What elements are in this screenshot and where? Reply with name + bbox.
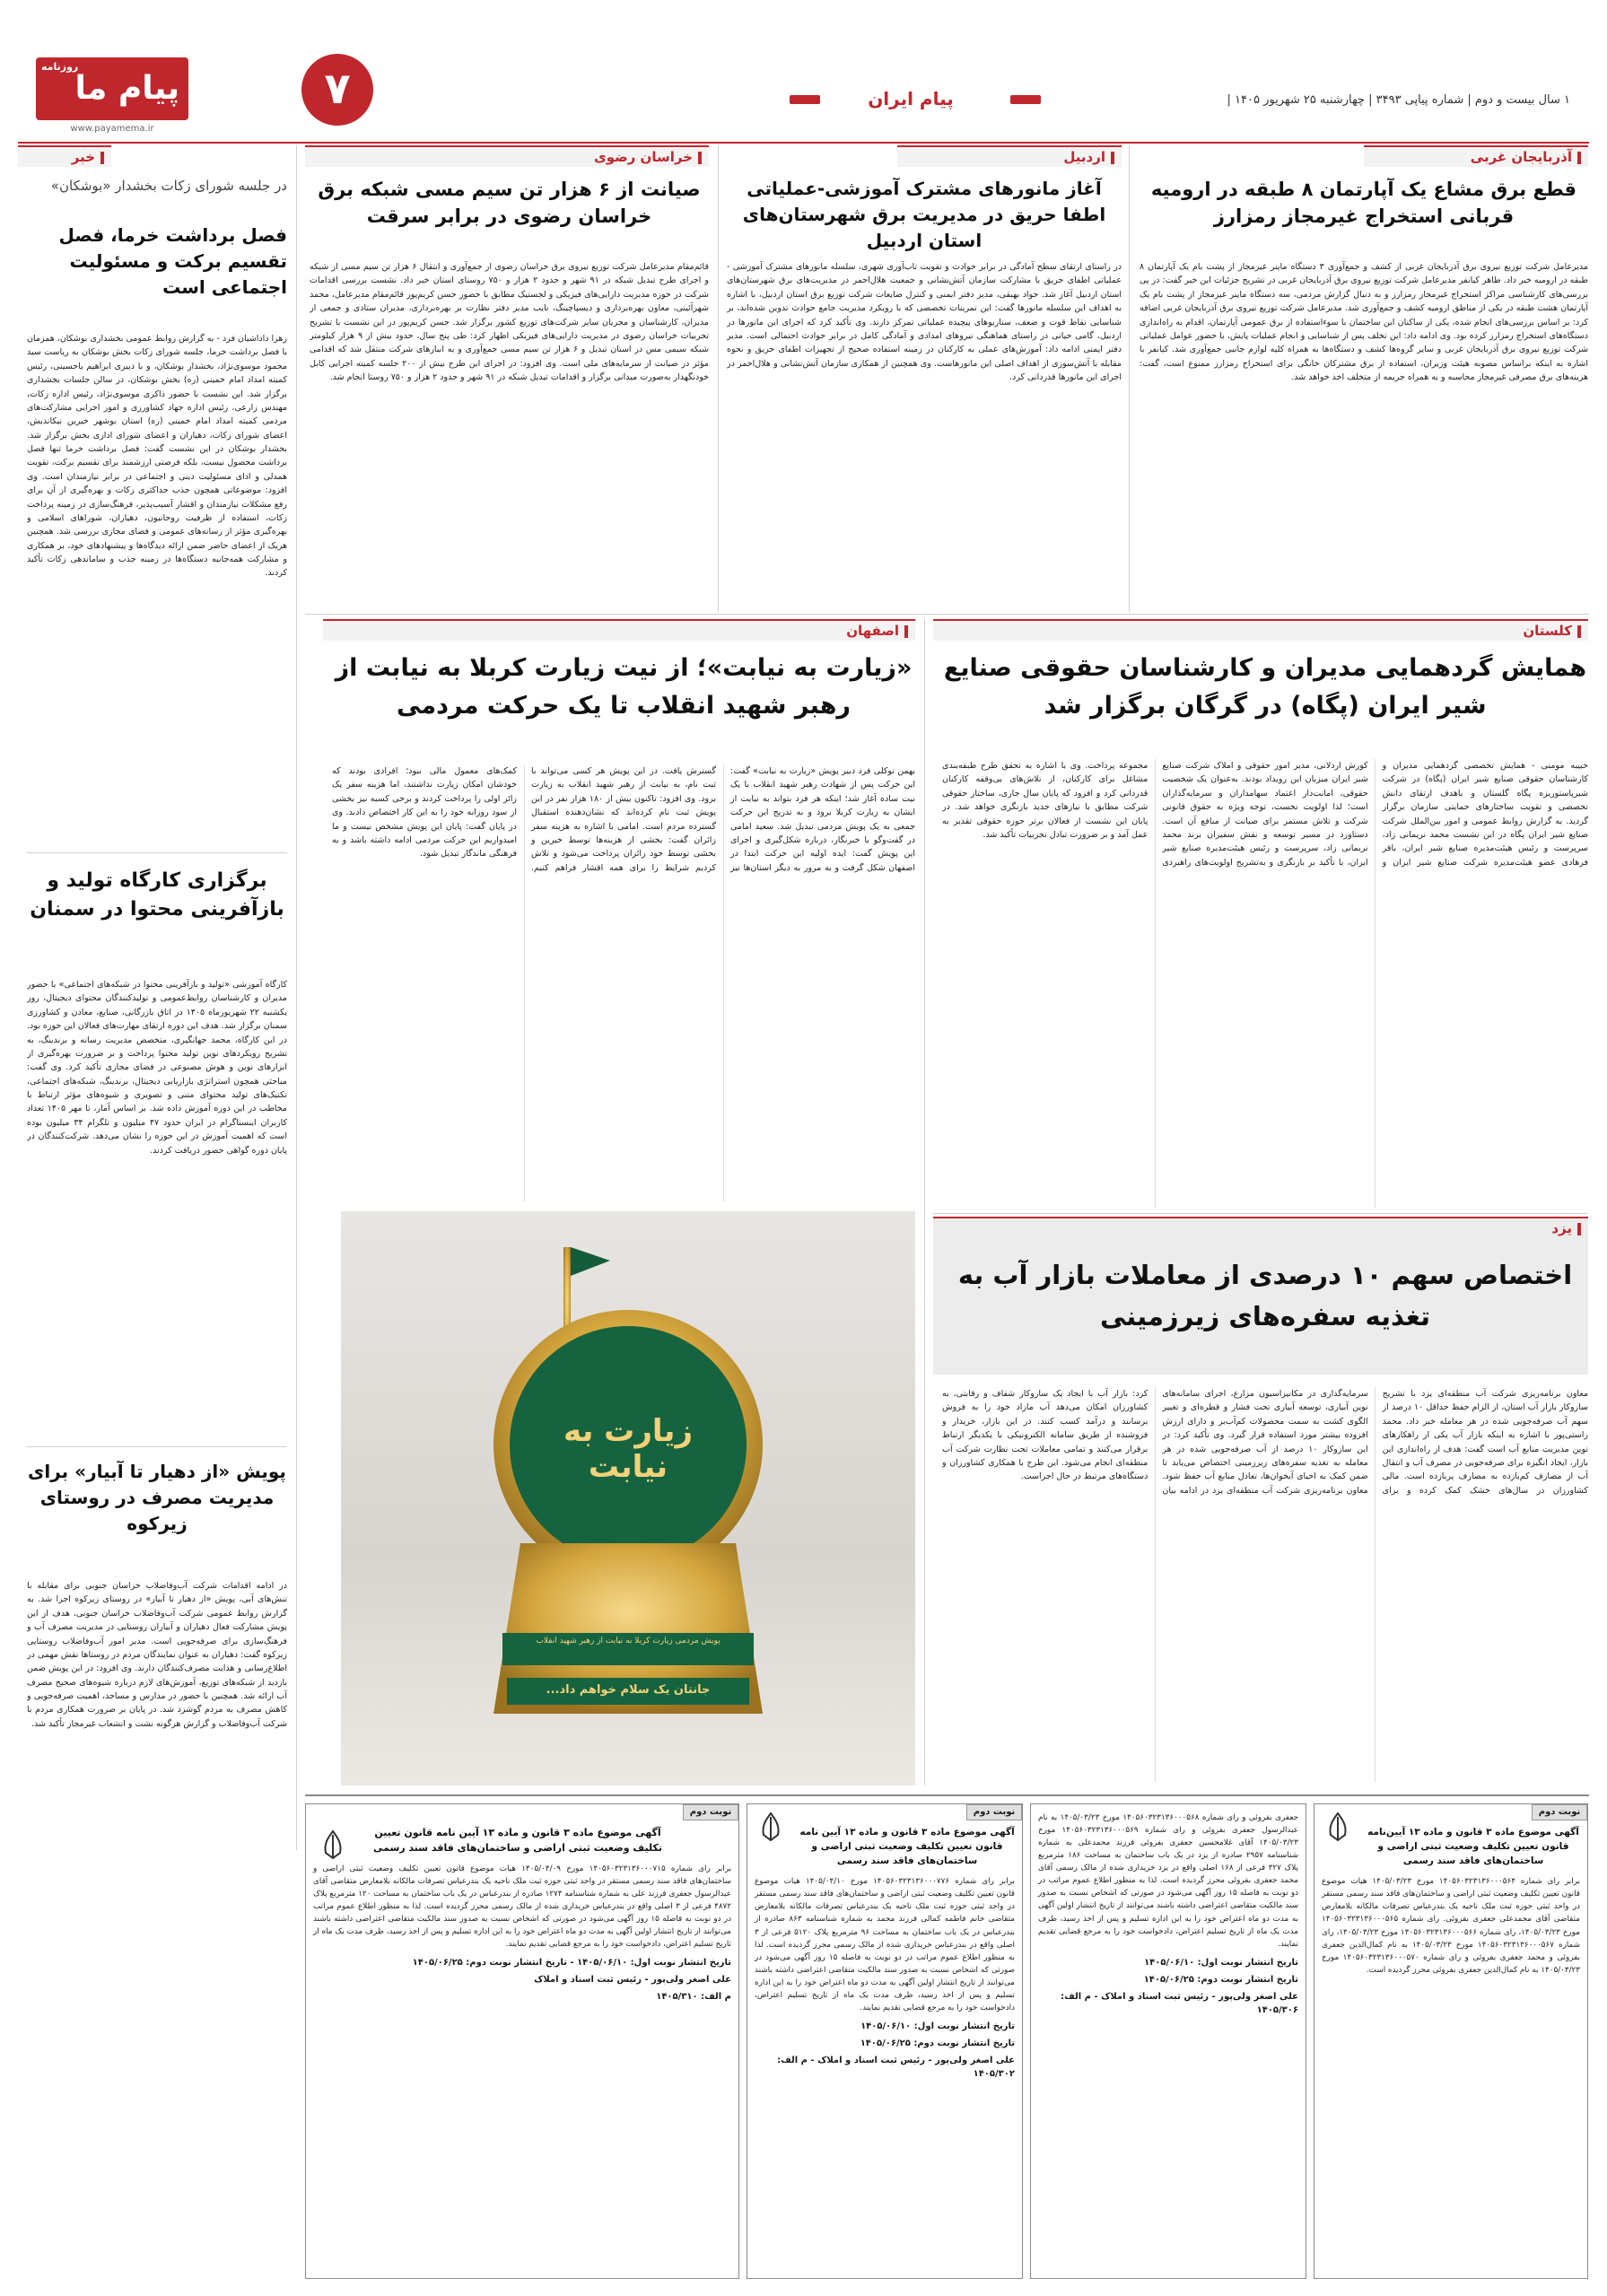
top-story2-region: اردبیل (1063, 149, 1105, 165)
mid-right2-region: یزد (1551, 1220, 1572, 1236)
legal-ad-2-body: برابر رای شماره ۱۴۰۵۶۰۳۲۳۱۳۶۰۰۰۷۷۶ مورخ ۱۴۰۵/۰۴/۱۰ هیات موضوع قانون تعیین تکلیف وضعیت ثبتی اراضی و ساختمان‌های فاقد سند رسمی مستقر در واحد ثبتی حوزه ثبت ملک ناحیه یک بندرعباس تصرفات مالکانه بلامعارض متقاضی خانم فاطمه کمالی فرزند محمد به شماره شناسنامه ۸۶۳ صادره از بندرعباس در یک باب ساختمان به مساحت ۹۶ مترمربع پلاک ۵۱۲۰ فرعی از ۳ اصلی واقع در بندرعباس خریداری شده از مالک رسمی محرز گردیده است. لذا به منظور اطلاع عموم مراتب در دو نوبت به فاصله ۱۵ روز آگهی می‌شود در صورتی که اشخاص نسبت به صدور سند مالکیت متقاضی اعتراضی داشته باشند می‌توانند از تاریخ انتشار اولین آگهی به مدت دو ماه اعتراض خود را به این اداره تسلیم و پس از اخذ رسید، ظرف مدت یک ماه از تاریخ تسلیم اعتراض، دادخواست خود را به مرجع قضایی تقدیم نمایند. (755, 1877, 1015, 2012)
top-story3-body: قائم‌مقام مدیرعامل شرکت توزیع نیروی برق خراسان رضوی از جمع‌آوری و انتقال ۶ هزار تن سیم مسی از شبکه و اجرای طرح تبدیل شبکه در ۹۱ شهر و حدود ۲ هزار و ۷۵۰ روستای استان خبر داد. نشست بررسی اقدامات شرکت در حوزه مدیریت دارایی‌های فیزیکی و لجستیک مطابق با حضور حسن کریم‌پور قائم‌مقام مدیرعامل، محمد شهرآئینی، معاون بهره‌برداری و دیسپاچینگ، نایب مدیر دفتر نظارت بر بهره‌برداری، مدیران ستادی و جمعی از مدیران، کارشناسان و مجریان سایر شرکت‌های توزیع کشور برگزار شد. حسن کریم‌پور در این نشست با تشریح تجربیات خراسان رضوی در مدیریت دارایی‌های فیزیکی اظهار کرد: طی پنج سال، حدود بیش از ۹ هزار کیلومتر شبکه سیمی مس در استان تبدیل و ۶ هزار تن سیم مسی جمع‌آوری و به انبارهای شرکت منتقل شد که اقدامی مؤثر در صیانت از سرمایه‌های ملی است. وی افزود: در اجرای این طرح بیش از ۲۰۰ جلسه کمیته اجرایی کابل خودنگهدار به‌صورت میدانی برگزار و اقدامات تبدیل شبکه در ۹۱ شهر و حدود ۲ هزار و ۷۵۰ روستا انجام شد. (310, 262, 709, 382)
mid-left-title: «زیارت به نیابت»؛ از نیت زیارت کربلا به نیابت از رهبر شهید انقلاب تا یک حرکت مردمی (335, 654, 913, 720)
legal-ad-3-body: جعفری بفروئی و رای شماره ۱۴۰۵۶۰۳۲۳۱۳۶۰۰۰۵۶۸ مورخ ۱۴۰۵/۰۳/۲۳ به نام عبدالرسول جعفری بفروئی و رای شماره ۱۴۰۵۶۰۳۲۳۱۳۶۰۰۰۵۶۹ مورخ ۱۴۰۵/۰۳/۲۳ آقای غلامحسین جعفری بفروئی فرزند محمدعلی به شماره شناسنامه ۲۹۵۷ صادره از یزد در یک باب ساختمان به مساحت ۱۸۶ مترمربع پلاک ۳۲۷ فرعی از ۱۶۸ اصلی واقع در یزد خریداری شده از مالک رسمی آقای محمد جعفری بفروئی محرز گردیده است. لذا به منظور اطلاع عموم مراتب در دو نوبت به فاصله ۱۵ روز آگهی می‌شود در صورتی که اشخاص نسبت به صدور سند مالکیت متقاضی اعتراضی داشته باشند می‌توانند از تاریخ انتشار اولین آگهی به مدت دو ماه اعتراض خود را به این اداره تسلیم و پس از اخذ رسید، ظرف مدت یک ماه از تاریخ تسلیم اعتراض، دادخواست خود را به مرجع قضایی تقدیم نمایند. (1038, 1813, 1298, 1949)
sidebar-story3-body: در ادامه اقدامات شرکت آب‌وفاضلاب خراسان جنوبی برای مقابله با تنش‌های آبی، پویش «از دهیار تا آبیار» در روستای زیرکوه اجرا شد. به گزارش روابط عمومی شرکت آب‌وفاضلاب خراسان جنوبی، هدف از این پویش مشارکت فعال دهیاران و آبیاران روستایی در مدیریت مصرف آب و فرهنگ‌سازی برای صرفه‌جویی است. مدیر امور آب‌وفاضلاب روستایی زیرکوه گفت: دهیاران به عنوان نمایندگان مردم در روستاها نقش مهمی در اطلاع‌رسانی و هدایت مصرف‌کنندگان دارند. وی افزود: در این پویش ضمن بازدید از شبکه‌های توزیع، آموزش‌های لازم درباره شیوه‌های صحیح مصرف آب ارائه شد. همچنین با حضور در مدارس و مساجد، اهمیت صرفه‌جویی و کاهش مصرف به مردم گوشزد شد. در پایان بر ضرورت همکاری مردم با شرکت آب‌وفاضلاب و گزارش هرگونه نشت و انشعاب غیرمجاز تأکید شد. (27, 1581, 287, 1729)
emblem-icon (1320, 1810, 1356, 1846)
legal-ad-1 (305, 1803, 739, 2279)
mid-left-tag-bar (904, 625, 908, 638)
legal-ad-1-body: برابر رای شماره ۱۴۰۵۶۰۳۲۳۱۳۶۰۰۰۷۱۵ مورخ ۱۴۰۵/۰۴/۰۹ هیات موضوع قانون تعیین تکلیف وضعیت ثبتی اراضی و ساختمان‌های فاقد سند رسمی مستقر در واحد ثبتی حوزه ثبت ملک ناحیه یک بندرعباس تصرفات مالکانه بلامعارض متقاضی آقای عبدالرسول جعفری فرزند علی به شماره شناسنامه ۱۲۷۴ صادره از بندرعباس در یک باب ساختمان به مساحت ۱۲۰ مترمربع پلاک ۴۸۷۲ فرعی از ۳ اصلی واقع در بندرعباس خریداری شده از مالک رسمی محرز گردیده است. لذا به منظور اطلاع عموم مراتب در دو نوبت به فاصله ۱۵ روز آگهی می‌شود در صورتی که اشخاص نسبت به صدور سند مالکیت متقاضی اعتراضی داشته باشند می‌توانند از تاریخ انتشار اولین آگهی به مدت دو ماه اعتراض خود را به این اداره تسلیم و پس از اخذ رسید، ظرف مدت یک ماه از تاریخ تسلیم اعتراض، دادخواست خود را به مرجع قضایی تقدیم نمایند. (313, 1864, 732, 1950)
top-story2-title: آغاز مانورهای مشترک آموزشی-عملیاتی اطفا حریق در مدیریت برق شهرستان‌های استان اردبیل (742, 178, 1106, 251)
mid-left-region-tag (323, 619, 915, 641)
top-story1-tag-bar (1577, 152, 1581, 164)
legal-ad-1-foot3: م الف: ۱۴۰۵/۳۱۰ (656, 1992, 731, 2003)
page-number-badge (301, 54, 373, 126)
sidebar-divider (296, 145, 297, 1850)
mid-right1-tag-bar (1577, 625, 1581, 638)
legal-ad-3-foot1: تاریخ انتشار نوبت اول: ۱۴۰۵/۰۶/۱۰ (1144, 1957, 1298, 1968)
sidebar-story1-body: زهرا داداشیان فرد - به گزارش روابط عمومی بخشداری بوشکان، همزمان با فصل برداشت خرما، جلسه شورای زکات بخش بوشکان به ریاست سید محمود موسوی‌نژاد، بخشدار بوشکان، و با دبیری ابراهیم یاحسینی، رئیس کمیته امداد امام خمینی (ره) بخش بوشکان، در سالن جلسات بخشداری برگزار شد. این نشست با حضور ذاکری موسوی‌نژاد، رئیس اداره زکات، مهندس زارعی، رئیس اداره جهاد کشاورزی و امور اجرایی مشارکت‌های مردمی کمیته امداد امام خمینی (ره) استان بوشهر خیرین نیکاندیش، اعضای شورای زکات، دهیاران و اعضای شورای اداری بخش برگزار شد. بخشدار بوشکان در این نشست گفت: فصل برداشت خرما تنها فصل برداشت محصول نیست، بلکه فرصتی ارزشمند برای تقسیم برکت، تقویت همدلی و ادای مسئولیت دینی و اجتماعی در برابر نیازمندان است. وی افزود: موضوعاتی همچون جذب حداکثری زکات و بهره‌گیری از آن برای رفع مشکلات نیازمندان و اقشار آسیب‌پذیر، فرهنگ‌سازی در زمینه پرداخت زکات، استفاده از ظرفیت روحانیون، دهیاران، شوراهای اسلامی و بهره‌گیری مؤثر از رسانه‌های عمومی و فضای مجازی بررسی شد. همچنین هریک از اعضای حاضر ضمن ارائه دیدگاه‌ها و پیشنهادهای خود، بر همکاری و مشارکت همه‌جانبه دستگاه‌ها در زمینه جذب و ساماندهی زکات تأکید کردند. (27, 334, 287, 579)
legal-ad-2-foot1: تاریخ انتشار نوبت اول: ۱۴۰۵/۰۶/۱۰ (860, 2021, 1015, 2031)
sidebar-tag (18, 145, 111, 167)
page-number: ۷ (324, 64, 351, 114)
top-divider-1 (1129, 145, 1130, 612)
mid-right2-title: اختصاص سهم ۱۰ درصدی از معاملات بازار آب به تغذیه سفره‌های زیرزمینی (957, 1260, 1573, 1332)
logo-small-text: روزنامه (41, 61, 79, 73)
sidebar-story1-kicker: در جلسه شورای زکات بخشدار «بوشکان» (50, 178, 287, 194)
top-divider-2 (718, 145, 719, 612)
mid-left-body: بهمن توکلی فرد دبیر پویش «زیارت به نیابت» گفت: این حرکت پس از شهادت رهبر شهید انقلاب با یک نیت ساده آغاز شد؛ اینکه هر فرد بتواند به نیابت از ایشان به زیارت کربلا برود و به تدریج این حرکت جمعی به یک پویش مردمی تبدیل شد. سعید امامی در گفت‌وگو با خبرنگار، درباره شکل‌گیری و اجرای این پویش گفت: ایده اولیه این حرکت ابتدا در اصفهان شکل گرفت و به مرور به دیگر استان‌ها نیز گسترش یافت. در این پویش هر کسی می‌تواند با ثبت نام، به نیابت از رهبر شهید انقلاب به زیارت برود. وی افزود: تاکنون بیش از ۱۸۰ هزار نفر در این پویش ثبت نام کرده‌اند که نشان‌دهنده استقبال گسترده مردم است. امامی با اشاره به هزینه سفر زائران گفت: بخشی از هزینه‌ها توسط خیرین و بخشی توسط خود زائران پرداخت می‌شود و تلاش کردیم شرایط را برای همه اقشار فراهم کنیم. کمک‌های معمول مالی نبود؛ افرادی بودند که خودشان امکان زیارت نداشتند، اما هزینه سفر یک زائر اولی را پرداخت کردند و برخی کسبه نیز بخشی از سود روزانه خود را به این کار اختصاص دادند. وی در پایان گفت: پایان این پویش مشخص نیست و ما امیدواریم این حرکت مردمی ادامه داشته باشد و به فرهنگی ماندگار تبدیل شود. (332, 766, 915, 873)
top-row-bottom-rule (305, 614, 1589, 615)
sidebar-sep-1 (27, 852, 287, 853)
emblem-icon (753, 1810, 789, 1846)
issue-info: ۱ سال بیست و دوم | شماره پیاپی ۳۴۹۳ | چهارشنبه ۲۵ شهریور ۱۴۰۵ | (1227, 93, 1570, 107)
mid-left-photo (341, 1211, 915, 1785)
legal-ad-3-foot2: تاریخ انتشار نوبت دوم: ۱۴۰۵/۰۶/۲۵ (1143, 1974, 1298, 1985)
mid-left-region: اصفهان (846, 623, 899, 639)
sidebar-tag-bar (100, 152, 104, 164)
badge-ribbon: جانتان یک سلام خواهم داد... (546, 1683, 711, 1697)
section-title: پیام ایران (868, 88, 954, 109)
legal-ad-2-foot2: تاریخ انتشار نوبت دوم: ۱۴۰۵/۰۶/۲۵ (860, 2038, 1015, 2048)
mid-right2-body: معاون برنامه‌ریزی شرکت آب منطقه‌ای یزد با تشریح سازوکار بازار آب استان، از الزام حفظ حداقل ۱۰ درصد از سهم آب صرفه‌جویی شده در هر معامله خبر داد. محمد راستی‌پور با اشاره به اینکه بازار آب یکی از راهکارهای نوین مدیریت منابع آب است گفت: هدف از راه‌اندازی این بازار، ایجاد انگیزه برای صرفه‌جویی در مصرف آب و انتقال آب از مصارف کم‌بازده به مصارف پربازده است. مالی کشاورزان در سال‌های خشک کمک کرده و برای سرمایه‌گذاری در مکانیزاسیون مزارع، اجرای سامانه‌های نوین آبیاری، توسعه آبیاری تحت فشار و قطره‌ای و تغییر الگوی کشت به سمت محصولات کم‌آب‌بر و دارای ارزش افزوده بیشتر مورد استفاده قرار گیرد. وی تأکید کرد: در این سازوکار ۱۰ درصد از آب صرفه‌جویی شده در هر معامله به تغذیه سفره‌های زیرزمینی اختصاص می‌یابد تا ضمن کمک به احیای آبخوان‌ها، تعادل منابع آب حفظ شود. معاون برنامه‌ریزی شرکت آب منطقه‌ای یزد در ادامه بیان کرد: بازار آب با ایجاد یک سازوکار شفاف و رقابتی، به کشاورزان امکان می‌دهد آب مازاد خود را به فروش برسانند و درآمد کسب کنند. در این بازار، خریدار و فروشنده از طریق سامانه الکترونیکی با یکدیگر ارتباط برقرار می‌کنند و تمامی معاملات تحت نظارت شرکت آب منطقه‌ای انجام می‌شود. این طرح با همکاری کشاورزان و دستگاه‌های مرتبط در حال اجراست. (942, 1389, 1588, 1496)
badge-caption: زیارت به نیابت (563, 1413, 694, 1485)
top-story3-region-tag (305, 145, 709, 167)
sidebar-sep-2 (27, 1446, 287, 1447)
mid-right2-tag-bar (1577, 1223, 1581, 1235)
top-story3-tag-bar (698, 152, 702, 164)
legal-ad-2 (747, 1803, 1023, 2279)
mid-right1-region-tag (933, 619, 1588, 641)
top-story1-body: مدیرعامل شرکت توزیع نیروی برق آذربایجان غربی از کشف و جمع‌آوری ۳ دستگاه ماینر غیرمجاز از پشت بام یک آپارتمان ۸ طبقه در ارومیه خبر داد. طاهر کیانفر مدیرعامل شرکت توزیع نیروی برق آذربایجان غربی در تشریح جزئیات این خبر گفت: در پی بررسی‌های کارشناسی مراکز استخراج غیرمجاز رمزارز و به دنبال گزارش مردمی، سه دستگاه ماینر غیرمجاز از پشت بام یک آپارتمان هشت طبقه در یکی از مناطق ارومیه کشف و جمع‌آوری شد. مدیرعامل شرکت توزیع نیروی برق آذربایجان غربی اضافه کرد: بر اساس بررسی‌های انجام شده، یکی از ساکنان این ساختمان با سوءاستفاده از برق عمومی آپارتمان، اقدام به راه‌اندازی دستگاه‌های استخراج رمزارز کرده بود. وی ادامه داد: این تخلف پس از شناسایی و انجام عملیات پایش، با حضور عوامل عملیاتی شرکت توزیع نیروی برق آذربایجان غربی و سایر گروه‌ها کشف و دستگاه‌ها به همراه کلیه لوازم جانبی جمع‌آوری شد. کیانفر با اشاره به اینکه براساس مصوبه هیئت وزیران، استفاده از برق مشترکان خانگی برای استخراج رمزارز ممنوع است، گفت: هزینه‌های برق مصرفی غیرمجاز محاسبه و به همراه جریمه از متخلف اخذ خواهد شد. (1140, 262, 1588, 382)
top-story1-region: آذربایجان غربی (1470, 149, 1572, 165)
legal-ad-2-tag: نوبت دوم (966, 1804, 1022, 1820)
mid-right-sep (933, 1213, 1588, 1214)
top-story2-body: در راستای ارتقای سطح آمادگی در برابر حوادث و تقویت تاب‌آوری شهری، سلسله مانورهای مشترک آموزشی - عملیاتی اطفای حریق با مشارکت سازمان آتش‌نشانی و جمعیت هلال‌احمر در مدیریت‌های برق شهرستان‌های استان اردبیل آغاز شد. جواد بهبقی، مدیر دفتر ایمنی و کنترل ضایعات شرکت توزیع برق استان اردبیل، با اشاره به اهداف این سلسله مانورها گفت: این تمرینات تخصصی که با رویکرد مدیریت جامع حوادث تدوین شده‌اند، بر شناسایی نقاط قوت و ضعف، سناریوهای پیچیده عملیاتی تمرکز دارند. وی تأکید کرد که اجرای این مانورها در اردبیل، گامی حیاتی در راستای هماهنگی نیروهای امدادی و آمادگی کامل در برابر حوادث احتمالی است. مدیر دفتر ایمنی ادامه داد: آموزش‌های عملی به کارکنان در زمینه استفاده صحیح از تجهیزات اطفای حریق و نحوه مقابله با آتش‌سوزی از اهداف اصلی این مانورهاست. وی همچنین از همکاری سازمان آتش‌نشانی و هلال‌احمر در اجرای این مانورها قدردانی کرد. (727, 262, 1122, 382)
legal-ad-2-foot3: علی اصغر ولی‌پور - رئیس ثبت اسناد و املاک - م الف: ۱۴۰۵/۳۰۲ (777, 2055, 1015, 2079)
sidebar-tag-label: خبر (71, 149, 95, 165)
sidebar-story2-title: برگزاری کارگاه تولید و بازآفرینی محتوا در سمنان (30, 869, 284, 921)
legal-ad-2-title: آگهی موضوع ماده ۳ قانون و ماده ۱۳ آیین نامه قانون تعیین تکلیف وضعیت ثبتی اراضی و ساختمان‌های فاقد سند رسمی (799, 1827, 1015, 1866)
legal-ad-4-title: آگهی موضوع ماده ۳ قانون و ماده ۱۳ آیین‌نامه قانون تعیین تکلیف وضعیت ثبتی اراضی و ساختمان‌های فاقد سند رسمی (1367, 1827, 1579, 1866)
top-story3-title: صیانت از ۶ هزار تن سیم مسی شبکه برق خراسان رضوی در برابر سرقت (318, 179, 701, 228)
badge-subtitle: پویش مردمی زیارت کربلا به نیابت از رهبر شهید انقلاب (536, 1637, 721, 1646)
legal-ad-3-foot3: علی اصغر ولی‌پور - رئیس ثبت اسناد و املاک - م الف: ۱۴۰۵/۳۰۶ (1061, 1991, 1298, 2015)
top-story3-region: خراسان رضوی (594, 149, 693, 165)
section-bullet-left (790, 95, 820, 104)
mid-right1-title: همایش گردهمایی مدیران و کارشناسان حقوقی صنایع شیر ایران (پگاه) در گرگان برگزار شد (943, 654, 1587, 720)
masthead-logo[interactable] (36, 57, 188, 120)
legal-ad-1-foot2: علی اصغر ولی‌پور - رئیس ثبت اسناد و املاک (534, 1975, 731, 1986)
legal-ad-1-tag: نوبت دوم (683, 1804, 738, 1820)
pilgrimage-badge-icon (341, 1211, 915, 1785)
legal-ad-1-foot1: تاریخ انتشار نوبت اول: ۱۴۰۵/۰۶/۱۰ - تاریخ انتشار نوبت دوم: ۱۴۰۵/۰۶/۲۵ (412, 1958, 731, 1969)
logo-url: www.payamema.ir (70, 124, 154, 134)
logo-text: پیام ما (74, 70, 179, 107)
section-bullet-right (1010, 95, 1041, 104)
sidebar-story2-body: کارگاه آموزشی «تولید و بازآفرینی محتوا در شبکه‌های اجتماعی» با حضور مدیران و کارشناسان روابط‌عمومی و تولیدکنندگان محتوای دیجیتال، روز یکشنبه ۲۲ شهریورماه ۱۴۰۵ در اتاق بازرگانی، صنایع، معادن و کشاورزی سمنان برگزار شد. هدف این دوره ارتقای مهارت‌های فعالان این حوزه بود. در این کارگاه، محمد جهانگیری، متخصص مدیریت رسانه و برندینگ، به تشریح رویکردهای نوین تولید محتوا پرداخت و بر ضرورت بهره‌گیری از ابزارهای نوین و هوش مصنوعی در فضای مجازی تأکید کرد. وی گفت: مباحثی همچون استراتژی بازاریابی دیجیتال، برندینگ، شبکه‌های اجتماعی، تکنیک‌های تولید محتوای متنی و تصویری و شیوه‌های مؤثر ارتباط با مخاطب در این دوره آموزش داده شد. بر اساس آمار، تا مهر ۱۴۰۵ تعداد کاربران اینستاگرام در ایران حدود ۴۷ میلیون و تلگرام ۳۴ میلیون بوده است که اهمیت آموزش در این حوزه را نشان می‌دهد. شرکت‌کنندگان در پایان دوره گواهی حضور دریافت کردند. (27, 980, 287, 1156)
top-story2-tag-bar (1111, 152, 1114, 164)
legal-ad-3 (1030, 1803, 1306, 2279)
legal-ad-4 (1314, 1803, 1588, 2279)
mid-divider (924, 619, 925, 1785)
top-story2-region-tag (897, 145, 1122, 167)
emblem-icon (315, 1828, 351, 1864)
sidebar-story3-title: پویش «از دهیار تا آبیار» برای مدیریت مصرف در روستای زیرکوه (28, 1461, 286, 1534)
mid-right2-region-tag (933, 1217, 1588, 1238)
legal-ad-1-title: آگهی موضوع ماده ۳ قانون و ماده ۱۳ آیین نامه قانون تعیین تکلیف وضعیت ثبتی اراضی و ساختمان‌های فاقد سند رسمی (372, 1827, 663, 1854)
header-rule (18, 142, 1589, 144)
legal-ad-4-tag: نوبت دوم (1532, 1804, 1587, 1820)
ads-top-rule (305, 1794, 1589, 1796)
section-bar (790, 88, 1041, 111)
top-story1-region-tag (1364, 145, 1588, 167)
mid-right1-region: کلستان (1523, 623, 1572, 639)
top-story1-title: قطع برق مشاع یک آپارتمان ۸ طبقه در ارومیه قربانی استخراج غیرمجاز رمزارز (1150, 179, 1577, 228)
sidebar-story1-title: فصل برداشت خرما، فصل تقسیم برکت و مسئولیت اجتماعی است (58, 224, 287, 298)
legal-ad-4-body: برابر رای شماره ۱۴۰۵۶۰۳۲۳۱۳۶۰۰۰۵۶۴ مورخ ۱۴۰۵/۰۳/۲۳ هیات موضوع قانون تعیین تکلیف وضعیت ثبتی اراضی و ساختمان‌های فاقد سند رسمی مستقر در واحد ثبتی حوزه ثبت ملک ناحیه یک بندرعباس تصرفات مالکانه بلامعارض متقاضی آقای محمدعلی جعفری بفروئی. رای شماره ۱۴۰۵۶۰۳۲۳۱۳۶۰۰۰۵۶۵ مورخ ۱۴۰۵/۰۳/۲۳، رای شماره ۱۴۰۵۶۰۳۲۳۱۳۶۰۰۰۵۶۶ مورخ ۱۴۰۵/۰۳/۲۳، رای شماره ۱۴۰۵۶۰۳۲۳۱۳۶۰۰۰۵۶۷ مورخ ۱۴۰۵/۰۳/۲۳ به نام کمال‌الدین جعفری بفروئی و محمد جعفری بفروئی و رای شماره ۱۴۰۵۶۰۳۲۳۱۳۶۰۰۰۵۷۰ مورخ ۱۴۰۵/۰۳/۲۳ به نام کمال‌الدین جعفری بفروئی محرز گردیده است. (1322, 1877, 1581, 1975)
mid-right1-body: حبیبه مومنی - همایش تخصصی گردهمایی مدیران و کارشناسان حقوقی صنایع شیر ایران (پگاه) در شرکت شیرپاستوریزه پگاه گلستان و باهدف ارتقای دانش تخصصی و تقویت ساختارهای حمایتی سازمان برگزار گردید. به گزارش روابط عمومی و امور بین‌الملل شرکت صنایع شیر ایران پگاه در این نشست محمد نریمانی زاد، سرپرست و رئیس هیئت‌مدیره صنایع شیر ایران، باقر فرهادی عضو هیئت‌مدیره شرکت صنایع شیر ایران و کورش اردلانی، مدیر امور حقوقی و املاک شرکت صنایع شیر ایران میزبان این رویداد بودند. به‌عنوان یک شخصیت حقوقی، امانت‌دار اعتماد سهامداران و سرمایه‌گذاران است؛ لذا اولویت نخست، توجه ویژه به حقوق قانونی شرکت و تلاش مستمر برای صیانت از منافع آن است. دستاورد در مسیر توسعه و نقش سفیران برند محمد نریمانی زاد، سرپرست و رئیس هیئت‌مدیره صنایع شیر ایران، با تأکید بر بازنگری و به‌تشریح اولویت‌های راهبردی مجموعه پرداخت. وی با اشاره به تحقق طرح طبقه‌بندی مشاغل برای کارکنان، از تلاش‌های بی‌وقفه کارکنان قدردانی کرد و افزود که پایان سال جاری، ساختار حقوقی شرکت مطابق با نیازهای جدید بازنگری خواهد شد. در پایان این نشست از فعالان برتر حوزه حقوقی تقدیر به عمل آمد و بر ضرورت تبادل تجربیات تأکید شد. (942, 761, 1588, 868)
